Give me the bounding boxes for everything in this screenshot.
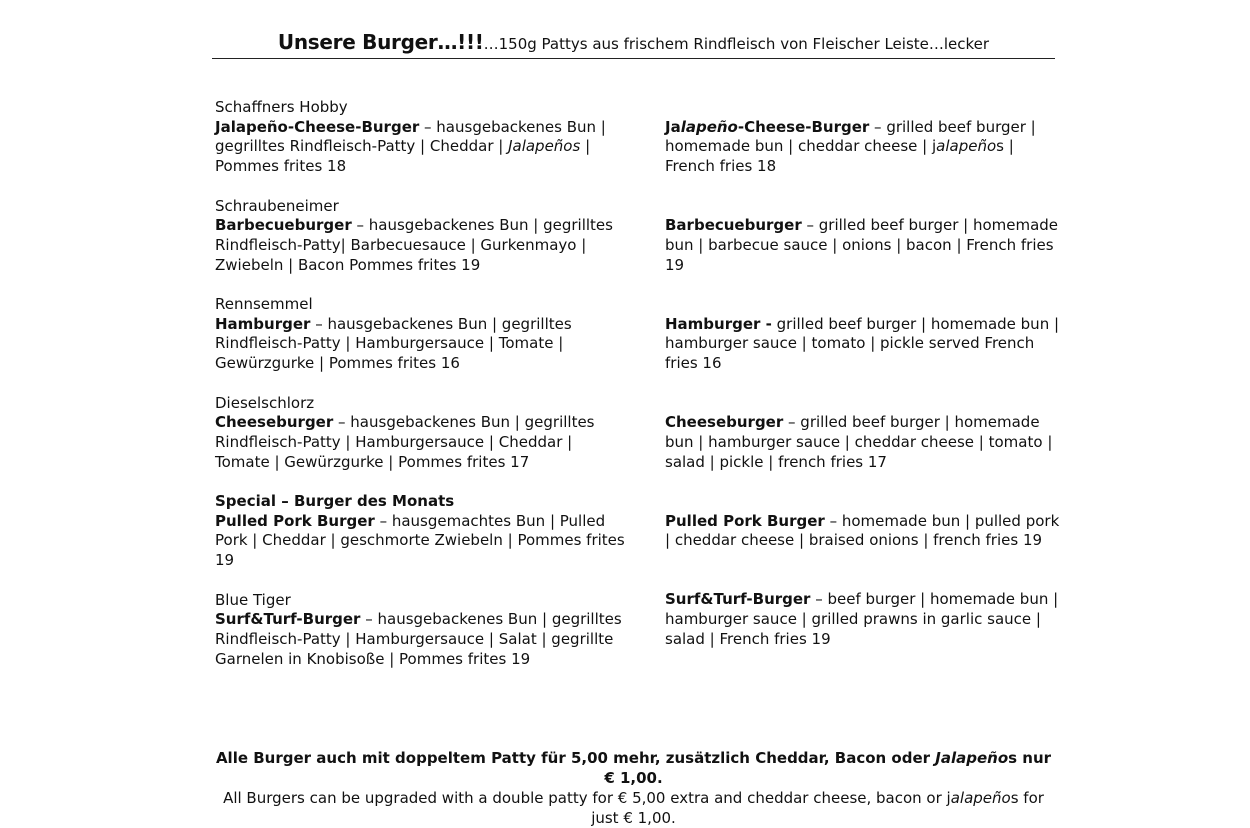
note-part: s for just € 1,00.: [591, 789, 1044, 827]
row-spacer: [665, 571, 1060, 591]
burger-nickname: Schraubeneimer: [215, 196, 339, 215]
menu-item-de: [215, 98, 625, 177]
title-ellipsis: …: [483, 35, 499, 53]
description-part: s | French fries 18: [665, 137, 1014, 176]
upgrade-note-german: [212, 748, 1055, 788]
menu-item-en: [665, 98, 1060, 177]
description-part: – hausgebackenes Bun | gegrilltes Rindfleisch-Patty | Hamburgersauce | Tomate | Gewürzgurke | Pommes frites 16: [215, 314, 572, 373]
menu-column-german: [215, 98, 625, 669]
note-part: All Burgers can be upgraded with a double patty for € 5,00 extra and cheddar cheese, bacon or j: [223, 789, 951, 807]
description-part: – hausgebackenes Bun | gegrilltes Rindfleisch-Patty | Hamburgersauce | Salat | gegrillte Garnelen in Knobisoße | Pommes frites 19: [215, 610, 622, 668]
description-italic: alapeño: [936, 137, 997, 156]
description-part: – hausgebackenes Bun | gegrilltes Rindfleisch-Patty | Hamburgersauce | Cheddar | Tomate | Gewürzgurke | Pommes frites 17: [215, 413, 595, 471]
row-spacer: [665, 98, 1060, 118]
note-part: Alle Burger auch mit doppeltem Patty für 5,00 mehr, zusätzlich Cheddar, Bacon oder: [215, 749, 936, 767]
note-italic: Jalapeño: [935, 749, 1009, 767]
menu-item-de: [215, 591, 625, 670]
burger-nickname: Special – Burger des Monats: [215, 492, 455, 510]
page-subtitle: 150g Pattys aus frischem Rindfleisch von Fleischer Leiste…lecker: [498, 35, 990, 53]
description-part: – grilled beef burger | homemade bun | cheddar cheese | j: [665, 117, 1036, 156]
burger-description: [215, 118, 606, 175]
menu-item-en: [665, 393, 1060, 472]
menu-item-de: [215, 394, 625, 473]
note-part: s nur € 1,00.: [604, 749, 1052, 787]
description-part: – beef burger | homemade bun | hamburger sauce | grilled prawns in garlic sauce | salad | French fries 19: [665, 590, 1059, 648]
description-part: – hausgebackenes Bun | gegrilltes Rindfleisch-Patty| Barbecuesauce | Gurkenmayo | Zwiebeln | Bacon Pommes frites 19: [215, 216, 613, 274]
note-italic: alapeño: [950, 789, 1011, 807]
burger-dish-name: Pulled Pork Burger: [665, 511, 825, 530]
description-part: | Pommes frites 18: [215, 137, 591, 176]
row-spacer: [665, 393, 1060, 413]
burger-dish-name: Pulled Pork Burger: [215, 511, 375, 530]
burger-nickname: Dieselschlorz: [215, 393, 315, 412]
burger-description: [215, 610, 622, 667]
description-part: – grilled beef burger | homemade bun | barbecue sauce | onions | bacon | French fries 19: [665, 216, 1059, 274]
menu-item-en: [665, 295, 1060, 374]
burger-dish-name: [665, 118, 869, 136]
burger-description: [665, 315, 1059, 372]
description-italic: Jalapeños: [508, 137, 581, 156]
menu-item-de: [215, 295, 625, 374]
upgrade-note: [212, 748, 1055, 828]
burger-description: [665, 590, 1058, 647]
menu-column-english: [665, 98, 1060, 650]
menu-item-en: [665, 492, 1060, 551]
description-part: – hausgemachtes Bun | Pulled Pork | Cheddar | geschmorte Zwiebeln | Pommes frites 19: [215, 511, 625, 570]
burger-nickname: Schaffners Hobby: [215, 98, 348, 116]
burger-dish-name: Cheeseburger: [215, 413, 334, 432]
page-title: Unsere Burger…!!!: [277, 30, 484, 54]
menu-item-en: [665, 571, 1060, 650]
burger-description: [665, 216, 1058, 273]
burger-dish-name: Hamburger -: [665, 314, 772, 333]
description-part: – hausgebackenes Bun | gegrilltes Rindfleisch-Patty | Cheddar |: [215, 117, 606, 156]
menu-item-en: [665, 196, 1060, 275]
description-part: grilled beef burger | homemade bun | hamburger sauce | tomato | pickle served French fries 16: [665, 314, 1060, 373]
burger-dish-name: Jalapeño-Cheese-Burger: [215, 117, 420, 136]
burger-description: [215, 315, 572, 372]
burger-description: [665, 118, 1036, 175]
burger-description: [665, 512, 1059, 550]
burger-description: [215, 216, 613, 273]
burger-dish-name: Hamburger: [215, 314, 311, 333]
burger-dish-name: Surf&Turf-Burger: [215, 610, 361, 629]
dish-name-part: -Cheese-Burger: [737, 117, 870, 136]
burger-dish-name: Barbecueburger: [215, 216, 352, 235]
row-spacer: [665, 492, 1060, 512]
menu-header: [212, 30, 1055, 59]
menu-item-de: [215, 197, 625, 276]
row-spacer: [665, 196, 1060, 216]
dish-name-italic: lapeño: [680, 117, 738, 136]
row-spacer: [665, 295, 1060, 315]
burger-dish-name: Cheeseburger: [665, 413, 784, 432]
burger-dish-name: Surf&Turf-Burger: [665, 590, 811, 609]
burger-description: [215, 413, 595, 470]
description-part: – homemade bun | pulled pork | cheddar cheese | braised onions | french fries 19: [665, 511, 1060, 550]
burger-nickname: Rennsemmel: [215, 295, 313, 313]
burger-description: [215, 512, 625, 569]
burger-nickname: Blue Tiger: [215, 590, 291, 609]
dish-name-part: Ja: [665, 117, 681, 136]
burger-dish-name: Barbecueburger: [665, 216, 802, 235]
upgrade-note-english: [212, 788, 1055, 828]
menu-item-de: [215, 492, 625, 571]
description-part: – grilled beef burger | homemade bun | hamburger sauce | cheddar cheese | tomato | salad | pickle | french fries 17: [665, 413, 1053, 471]
burger-description: [665, 413, 1052, 470]
